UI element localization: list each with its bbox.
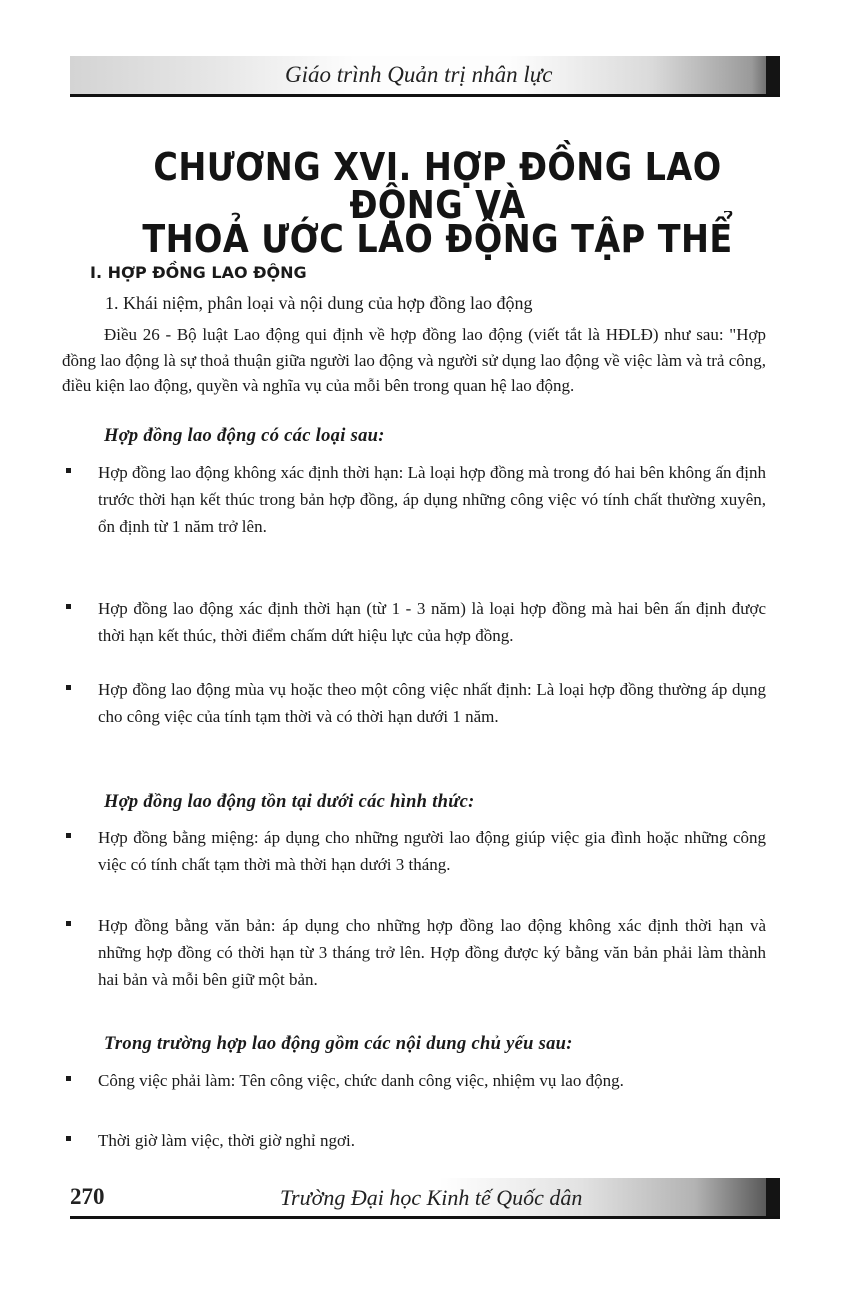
list-item-text: Hợp đồng bằng văn bản: áp dụng cho những hợp đồng lao động không xác định thời hạn và những hợp đồng có thời hạn từ 3 tháng trở lên. Hợp đồng được ký bằng văn bản phải làm thành hai bản và mỗi bên giữ một bản.: [98, 916, 766, 989]
running-footer: [70, 1178, 780, 1219]
footer-edge-bar: [766, 1178, 780, 1216]
chapter-title-line-2: THOẢ ƯỚC LAO ĐỘNG TẬP THỂ: [142, 217, 733, 261]
running-header: [70, 56, 780, 97]
list-item: [66, 595, 766, 649]
bullet-icon: [66, 1136, 71, 1141]
list-item: [66, 824, 766, 878]
bullet-icon: [66, 833, 71, 838]
forms-heading: Hợp đồng lao động tồn tại dưới các hình thức:: [104, 792, 475, 812]
list-item-text: Hợp đồng lao động không xác định thời hạn: Là loại hợp đồng mà trong đó hai bên không ấn định trước thời hạn kết thúc trong bản hợp đồng, áp dụng những công việc vó tính chất thường xuyên, ổn định từ 1 năm trở lên.: [98, 463, 766, 536]
bullet-icon: [66, 468, 71, 473]
page-number: 270: [70, 1184, 105, 1209]
intro-paragraph: Điều 26 - Bộ luật Lao động qui định về hợp đồng lao động (viết tắt là HĐLĐ) như sau: "Hợp đồng lao động là sự thoả thuận giữa người lao động và người sử dụng lao động về việc làm và trả công, điều kiện lao động, quyền và nghĩa vụ của mỗi bên trong quan hệ lao động.: [62, 325, 766, 395]
header-book-title: Giáo trình Quản trị nhân lực: [285, 62, 553, 87]
list-item-text: Công việc phải làm: Tên công việc, chức danh công việc, nhiệm vụ lao động.: [98, 1071, 624, 1090]
bullet-icon: [66, 685, 71, 690]
list-item: [66, 676, 766, 730]
contents-heading: Trong trường hợp lao động gồm các nội dung chủ yếu sau:: [104, 1034, 573, 1054]
list-item-text: Thời giờ làm việc, thời giờ nghỉ ngơi.: [98, 1131, 355, 1150]
bullet-icon: [66, 1076, 71, 1081]
bullet-icon: [66, 921, 71, 926]
subsection-heading: 1. Khái niệm, phân loại và nội dung của hợp đồng lao động: [105, 293, 533, 313]
list-item: [66, 459, 766, 540]
footer-institution: Trường Đại học Kinh tế Quốc dân: [280, 1185, 583, 1210]
list-item: [66, 1067, 766, 1094]
chapter-title-line-1: CHƯƠNG XVI. HỢP ĐỒNG LAO ĐỘNG VÀ: [153, 145, 722, 227]
section-heading: I. HỢP ĐỒNG LAO ĐỘNG: [90, 263, 307, 282]
types-heading: Hợp đồng lao động có các loại sau:: [104, 426, 385, 446]
header-edge-bar: [766, 56, 780, 94]
list-item: [66, 1127, 766, 1154]
list-item: [66, 912, 766, 993]
list-item-text: Hợp đồng bằng miệng: áp dụng cho những người lao động giúp việc gia đình hoặc những công việc có tính chất tạm thời mà thời hạn dưới 3 tháng.: [98, 828, 766, 874]
bullet-icon: [66, 604, 71, 609]
list-item-text: Hợp đồng lao động xác định thời hạn (từ 1 - 3 năm) là loại hợp đồng mà hai bên ấn định được thời hạn kết thúc, thời điểm chấm dứt hiệu lực của hợp đồng.: [98, 599, 766, 645]
list-item-text: Hợp đồng lao động mùa vụ hoặc theo một công việc nhất định: Là loại hợp đồng thường áp dụng cho công việc của tính tạm thời và có thời hạn dưới 1 năm.: [98, 680, 766, 726]
